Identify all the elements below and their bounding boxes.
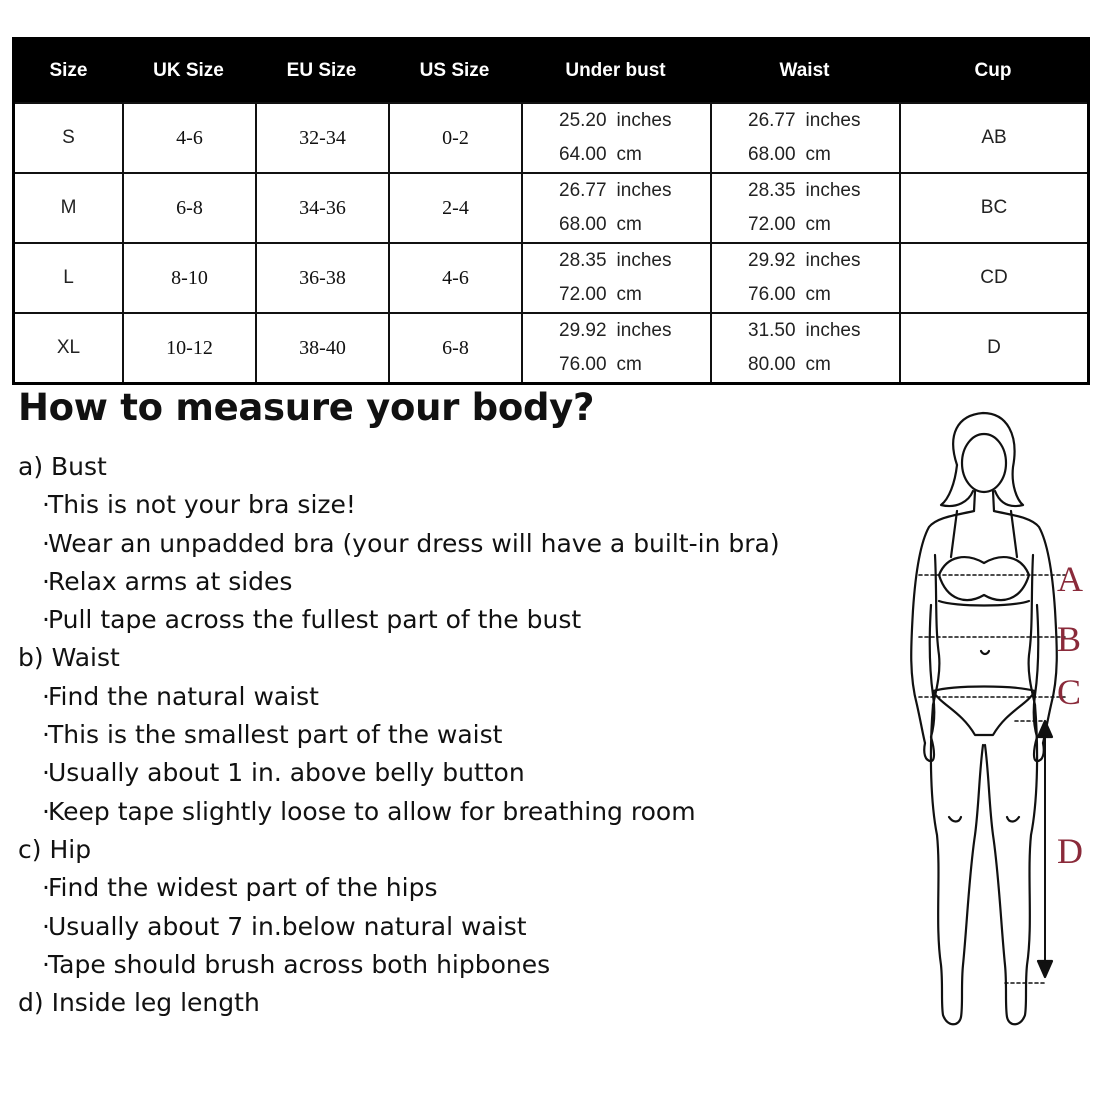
us-size-cell: 2-4	[388, 174, 521, 242]
eu-size-cell: 36-38	[255, 244, 388, 312]
under-bust-inches: 26.77	[559, 180, 607, 201]
unit-label: cm	[805, 144, 831, 165]
under-bust-cell	[521, 104, 710, 172]
bullet-icon: ·	[42, 873, 50, 903]
unit-label: inches	[616, 320, 672, 341]
label-b: B	[1057, 619, 1082, 659]
size-chart-table	[12, 37, 1090, 385]
uk-size-cell: 4-6	[122, 104, 255, 172]
unit-label: cm	[616, 284, 642, 305]
under-bust-cm: 68.00	[559, 214, 607, 235]
unit-label: cm	[805, 354, 831, 375]
guide-tip	[18, 563, 898, 601]
section-heading-inside-leg: d) Inside leg length	[18, 988, 260, 1018]
tip-text: Usually about 7 in.below natural waist	[48, 911, 527, 941]
eu-size-cell: 38-40	[255, 314, 388, 382]
cup-cell: CD	[899, 244, 1087, 312]
header-eu-size: EU Size	[286, 60, 357, 81]
unit-label: inches	[805, 180, 861, 201]
label-d: D	[1057, 831, 1083, 871]
us-size-cell: 4-6	[388, 244, 521, 312]
under-bust-cell	[521, 174, 710, 242]
table-header	[15, 40, 1087, 102]
cup-cell: AB	[899, 104, 1087, 172]
waist-cm: 80.00	[748, 354, 796, 375]
table-row	[15, 172, 1087, 242]
unit-label: cm	[805, 284, 831, 305]
header-uk-size: UK Size	[153, 60, 224, 81]
waist-cell	[710, 244, 899, 312]
bullet-icon: ·	[42, 490, 50, 520]
tip-text: Relax arms at sides	[48, 566, 293, 596]
header-under-bust: Under bust	[565, 60, 666, 81]
waist-cell	[710, 314, 899, 382]
uk-size-cell: 8-10	[122, 244, 255, 312]
waist-cell	[710, 104, 899, 172]
label-c: C	[1057, 672, 1082, 712]
tip-text: Usually about 1 in. above belly button	[48, 758, 525, 788]
section-heading-bust: a) Bust	[18, 452, 107, 481]
under-bust-cell	[521, 314, 710, 382]
bullet-icon: ·	[42, 949, 50, 979]
guide-tip	[18, 908, 898, 946]
waist-inches: 29.92	[748, 250, 796, 271]
table-row	[15, 242, 1087, 312]
header-cup: Cup	[974, 60, 1012, 81]
unit-label: inches	[805, 250, 861, 271]
guide-tip	[18, 716, 898, 754]
bullet-icon: ·	[42, 528, 50, 558]
table-row	[15, 102, 1087, 172]
size-cell: M	[60, 197, 77, 218]
label-a: A	[1057, 559, 1083, 599]
guide-tip	[18, 678, 898, 716]
body-measurement-figure	[895, 405, 1095, 1035]
bullet-icon: ·	[42, 566, 50, 596]
unit-label: cm	[805, 214, 831, 235]
size-cell: XL	[56, 337, 81, 358]
header-us-size: US Size	[419, 60, 490, 81]
bullet-icon: ·	[42, 681, 50, 711]
bullet-icon: ·	[42, 911, 50, 941]
waist-cm: 68.00	[748, 144, 796, 165]
under-bust-inches: 29.92	[559, 320, 607, 341]
unit-label: inches	[805, 110, 861, 131]
section-heading-waist: b) Waist	[18, 643, 120, 673]
eu-size-cell: 32-34	[255, 104, 388, 172]
tip-text: Keep tape slightly loose to allow for breathing room	[48, 796, 696, 826]
guide-tip	[18, 601, 898, 639]
guide-tip	[18, 525, 898, 563]
under-bust-cm: 76.00	[559, 354, 607, 375]
us-size-cell: 0-2	[388, 104, 521, 172]
unit-label: cm	[616, 144, 642, 165]
bullet-icon: ·	[42, 758, 50, 788]
unit-label: inches	[616, 110, 672, 131]
unit-label: inches	[805, 320, 861, 341]
guide-tip	[18, 486, 898, 524]
waist-inches: 28.35	[748, 180, 796, 201]
body-outline-illustration	[895, 405, 1095, 1035]
waist-inches: 31.50	[748, 320, 796, 341]
under-bust-inches: 25.20	[559, 110, 607, 131]
section-heading-hip: c) Hip	[18, 834, 92, 864]
tip-text: This is the smallest part of the waist	[48, 720, 503, 750]
guide-tip	[18, 754, 898, 792]
uk-size-cell: 10-12	[122, 314, 255, 382]
bullet-icon: ·	[42, 605, 50, 635]
unit-label: inches	[616, 250, 672, 271]
tip-text: Find the natural waist	[48, 681, 319, 711]
unit-label: cm	[616, 354, 642, 375]
waist-cell	[710, 174, 899, 242]
tip-text: Tape should brush across both hipbones	[48, 949, 551, 979]
guide-tip	[18, 946, 898, 984]
tip-text: Find the widest part of the hips	[48, 873, 438, 903]
tip-text: This is not your bra size!	[48, 490, 356, 520]
unit-label: cm	[616, 214, 642, 235]
tip-text: Wear an unpadded bra (your dress will have a built-in bra)	[48, 528, 780, 558]
measuring-guide	[18, 448, 898, 1022]
table-row	[15, 312, 1087, 382]
size-cell: S	[62, 127, 75, 148]
header-waist: Waist	[779, 60, 830, 81]
waist-inches: 26.77	[748, 110, 796, 131]
waist-cm: 76.00	[748, 284, 796, 305]
us-size-cell: 6-8	[388, 314, 521, 382]
uk-size-cell: 6-8	[122, 174, 255, 242]
cup-cell: BC	[899, 174, 1087, 242]
guide-tip	[18, 869, 898, 907]
bullet-icon: ·	[42, 796, 50, 826]
under-bust-cm: 72.00	[559, 284, 607, 305]
guide-title: How to measure your body?	[18, 386, 595, 429]
tip-text: Pull tape across the fullest part of the bust	[48, 605, 582, 635]
under-bust-inches: 28.35	[559, 250, 607, 271]
size-cell: L	[63, 267, 74, 288]
unit-label: inches	[616, 180, 672, 201]
waist-cm: 72.00	[748, 214, 796, 235]
header-size: Size	[49, 60, 88, 81]
cup-cell: D	[899, 314, 1087, 382]
under-bust-cm: 64.00	[559, 144, 607, 165]
bullet-icon: ·	[42, 720, 50, 750]
guide-tip	[18, 793, 898, 831]
eu-size-cell: 34-36	[255, 174, 388, 242]
under-bust-cell	[521, 244, 710, 312]
